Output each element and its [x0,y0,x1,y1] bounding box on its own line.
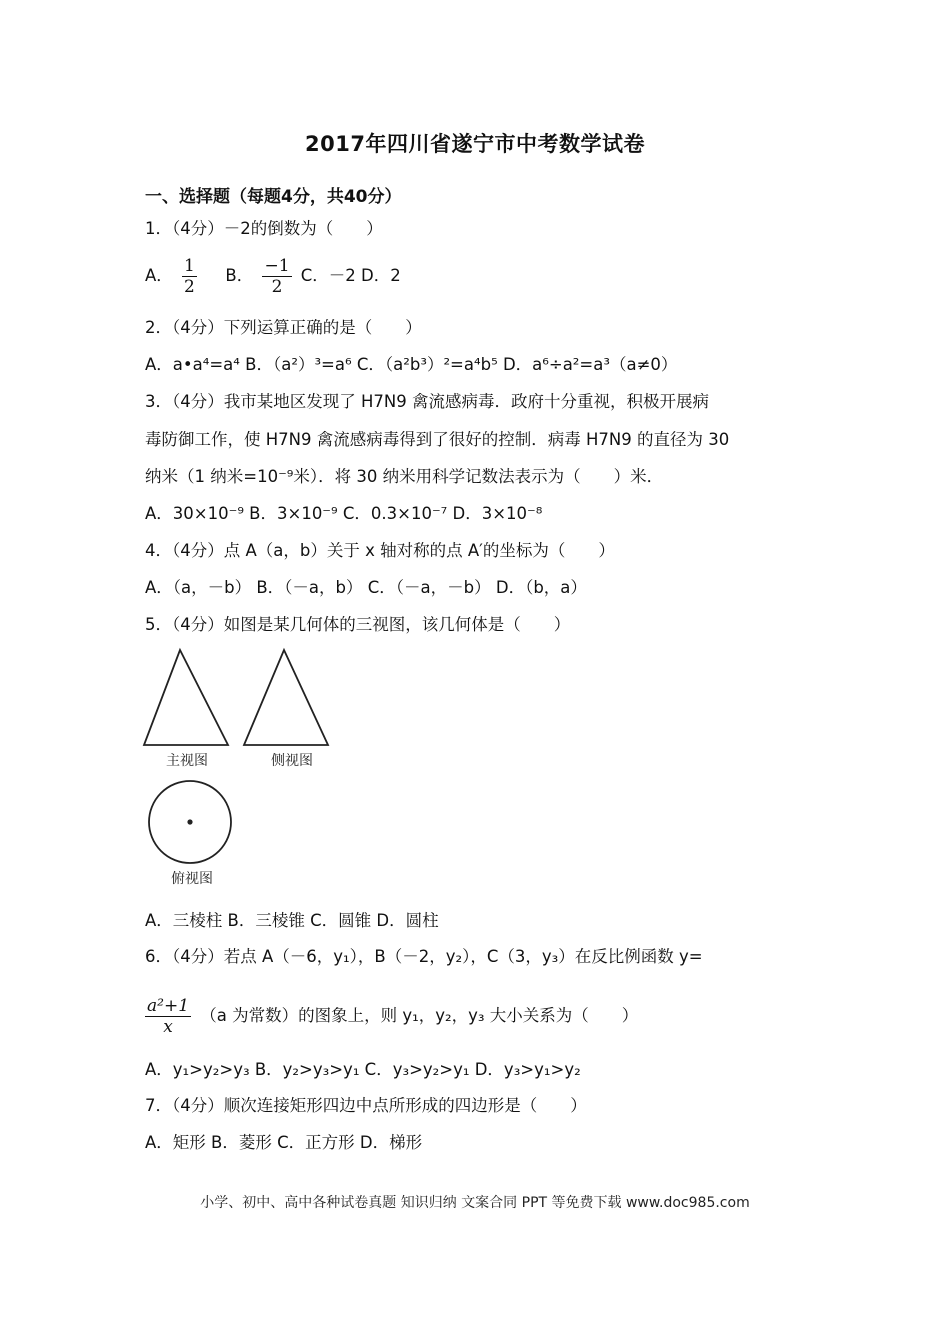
q1-option-cd: C．－2 D．2 [300,266,401,285]
page-footer: 小学、初中、高中各种试卷真题 知识归纳 文案合同 PPT 等免费下载 www.doc985.com [200,1195,750,1211]
q6-fraction [145,996,191,1037]
q3-line-2: 毒防御工作，使 H7N9 禽流感病毒得到了很好的控制．病毒 H7N9 的直径为 30 [145,430,730,449]
top-view-label: 俯视图 [171,871,213,887]
q6-line-2 [145,996,638,1037]
q6-options: A．y₁>y₂>y₃ B．y₂>y₃>y₁ C．y₃>y₂>y₁ D．y₃>y₁>y₂ [145,1060,581,1079]
q3-line-1: 3．（4分）我市某地区发现了 H7N9 禽流感病毒．政府十分重视，积极开展病 [145,392,709,411]
q1-option-a-fraction [182,256,197,297]
q2-options: A．a•a⁴=a⁴ B．（a²）³=a⁶ C．（a²b³）²=a⁴b⁵ D．a⁶÷a²=a³（a≠0） [145,355,678,374]
q3-options: A．30×10⁻⁹ B．3×10⁻⁹ C．0.3×10⁻⁷ D．3×10⁻⁸ [145,504,543,523]
q1-a-numerator: 1 [184,256,195,276]
side-view-triangle [244,650,328,745]
q6-line-1: 6．（4分）若点 A（－6，y₁），B（－2，y₂），C（3，y₃）在反比例函数 y= [145,947,703,966]
top-view-center-dot [187,819,192,824]
q6-line-2-text: （a 为常数）的图象上，则 y₁，y₂，y₃ 大小关系为（ ） [200,1006,639,1025]
section-heading: 一、选择题（每题4分，共40分） [145,187,402,207]
q7-stem: 7．（4分）顺次连接矩形四边中点所形成的四边形是（ ） [145,1096,587,1115]
q1-options [145,256,401,297]
page-title: 2017年四川省遂宁市中考数学试卷 [305,132,645,156]
q4-stem: 4．（4分）点 A（a，b）关于 x 轴对称的点 A′的坐标为（ ） [145,541,615,560]
q1-stem: 1．（4分）－2的倒数为（ ） [145,219,383,238]
q5-options: A．三棱柱 B．三棱锥 C．圆锥 D．圆柱 [145,911,439,930]
front-view-label: 主视图 [166,753,208,769]
q6-fraction-numerator: a²+1 [147,996,190,1016]
q1-a-denominator: 2 [184,277,195,297]
q1-b-numerator: −1 [264,256,290,276]
three-view-figure [140,645,340,895]
q1-option-b-label: B． [225,266,254,285]
q7-options: A．矩形 B．菱形 C．正方形 D．梯形 [145,1133,423,1152]
side-view-label: 侧视图 [271,753,313,769]
q2-stem: 2．（4分）下列运算正确的是（ ） [145,318,422,337]
q1-option-a-label: A． [145,266,173,285]
q6-fraction-denominator: x [163,1017,173,1037]
front-view-triangle [144,650,228,745]
q4-options: A．（a，－b） B．（－a，b） C．（－a，－b） D．（b，a） [145,578,587,597]
q1-b-denominator: 2 [271,277,283,297]
q3-line-3: 纳米（1 纳米=10⁻⁹米）．将 30 纳米用科学记数法表示为（ ）米． [145,467,664,486]
q5-stem: 5．（4分）如图是某几何体的三视图，该几何体是（ ） [145,615,571,634]
q1-option-b-fraction [262,256,291,297]
